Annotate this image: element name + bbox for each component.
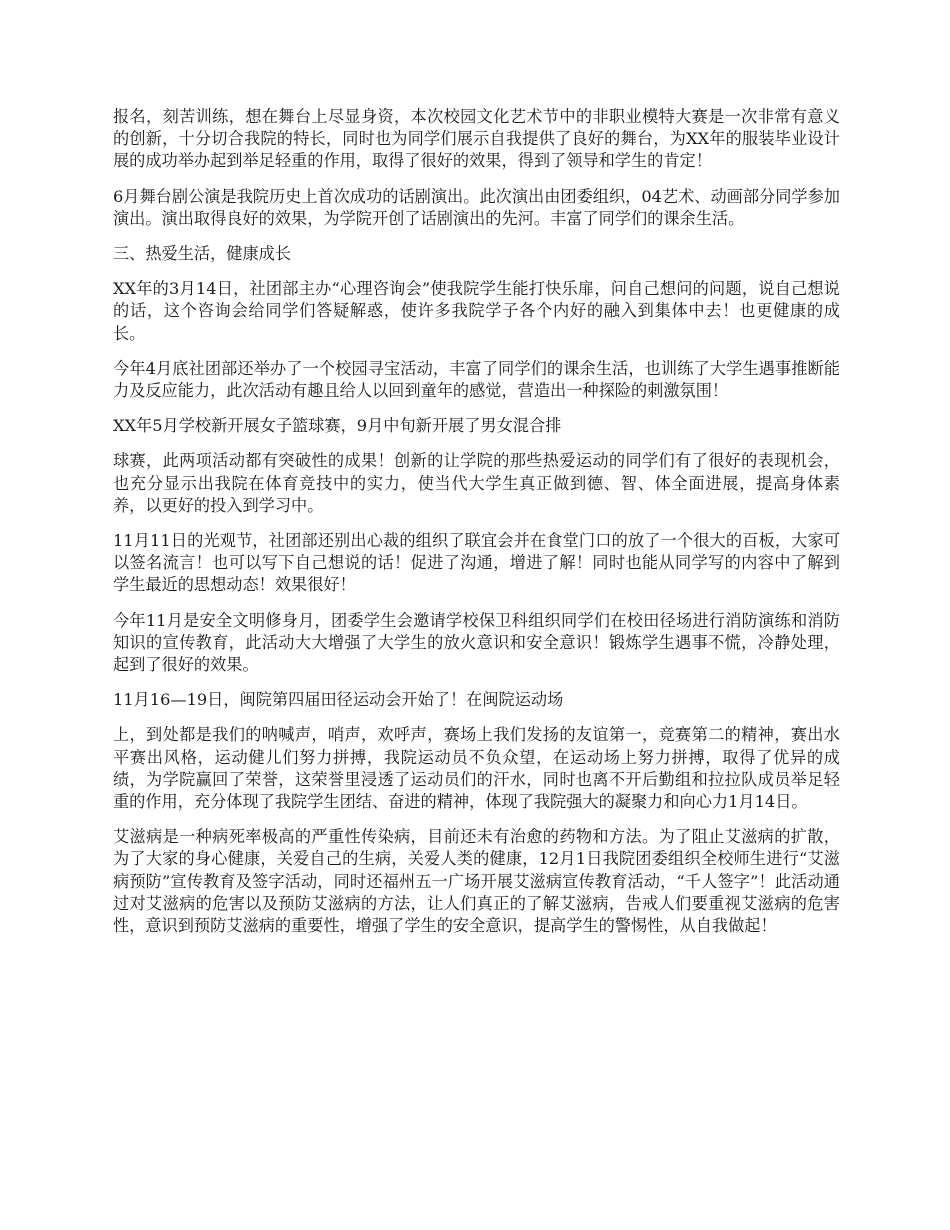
- section-heading: 三、热爱生活，健康成长: [113, 244, 292, 264]
- paragraph-treasure-hunt: 今年4月底社团部还举办了一个校园寻宝活动，丰富了同学们的课余生活，也训练了大学生遇事推断能力及反应能力，此次活动有趣且给人以回到童年的感觉，营造出一种探险的刺激氛围！: [113, 358, 840, 401]
- paragraph-ball-games: 球赛，此两项活动都有突破性的成果！创新的让学院的那些热爱运动的同学们有了很好的表现机会，也充分显示出我院在体育竞技中的实力，使当代大学生真正做到德、智、体全面进展，提高身体素养，以更好的投入到学习中。: [113, 451, 840, 515]
- paragraph-stage-play: 6月舞台剧公演是我院历史上首次成功的话剧演出。此次演出由团委组织，04艺术、动画部分同学参加演出。演出取得良好的效果，为学院开创了话剧演出的先河。丰富了同学们的课余生活。: [113, 186, 840, 228]
- paragraph-fashion-show: 报名，刻苦训练，想在舞台上尽显身资，本次校园文化艺术节中的非职业模特大赛是一次非常有意义的创新，十分切合我院的特长，同时也为同学们展示自我提供了良好的舞台，为XX年的服装毕业设计展的成功举办起到举足轻重的作用，取得了很好的效果，得到了领导和学生的肯定！: [113, 107, 840, 171]
- paragraph-sports-field: 上，到处都是我们的呐喊声，哨声，欢呼声，赛场上我们发扬的友谊第一，竞赛第二的精神，赛出水平赛出风格，运动健儿们努力拼搏，我院运动员不负众望，在运动场上努力拼搏，取得了优异的成绩，为学院赢回了荣誉，这荣誉里浸透了运动员们的汗水，同时也离不开后勤组和拉拉队成员举足轻重的作用，充分体现了我院学生团结、奋进的精神，体现了我院强大的凝聚力和向心力1月14日。: [113, 725, 840, 812]
- paragraph-basketball: XX年5月学校新开展女子篮球赛，9月中旬新开展了男女混合排: [113, 416, 562, 436]
- document-body: [113, 106, 840, 950]
- paragraph-aids-awareness: 艾滋病是一种病死率极高的严重性传染病，目前还未有治愈的药物和方法。为了阻止艾滋病的扩散，为了大家的身心健康，关爱自己的生病，关爱人类的健康，12月1日我院团委组织全校师生进行“艾滋病预防”宣传教育及签字活动，同时还福州五一广场开展艾滋病宣传教育活动，“千人签字”！此活动通过对艾滋病的危害以及预防艾滋病的方法，让人们真正的了解艾滋病，告戒人们要重视艾滋病的危害性，意识到预防艾滋病的重要性，增强了学生的安全意识，提高学生的警惕性，从自我做起！: [113, 827, 840, 936]
- paragraph-singles-day: 11月11日的光观节，社团部还别出心裁的组织了联宜会并在食堂门口的放了一个很大的百板，大家可以签名流言！也可以写下自己想说的话！促进了沟通，增进了解！同时也能从同学写的内容中了解到学生最近的思想动态！效果很好！: [113, 531, 840, 595]
- paragraph-sports-meet: 11月16—19日，闽院第四届田径运动会开始了！在闽院运动场: [113, 690, 564, 710]
- paragraph-safety-month: 今年11月是安全文明修身月，团委学生会邀请学校保卫科组织同学们在校田径场进行消防演练和消防知识的宣传教育，此活动大大增强了大学生的放火意识和安全意识！锻炼学生遇事不慌，冷静处理，起到了很好的效果。: [113, 610, 840, 675]
- paragraph-counseling: XX年的3月14日，社团部主办“心理咨询会”使我院学生能打快乐扉，问自己想问的问题，说自己想说的话，这个咨询会给同学们答疑解惑，使许多我院学子各个内好的融入到集体中去！也更健康的成长。: [113, 279, 840, 343]
